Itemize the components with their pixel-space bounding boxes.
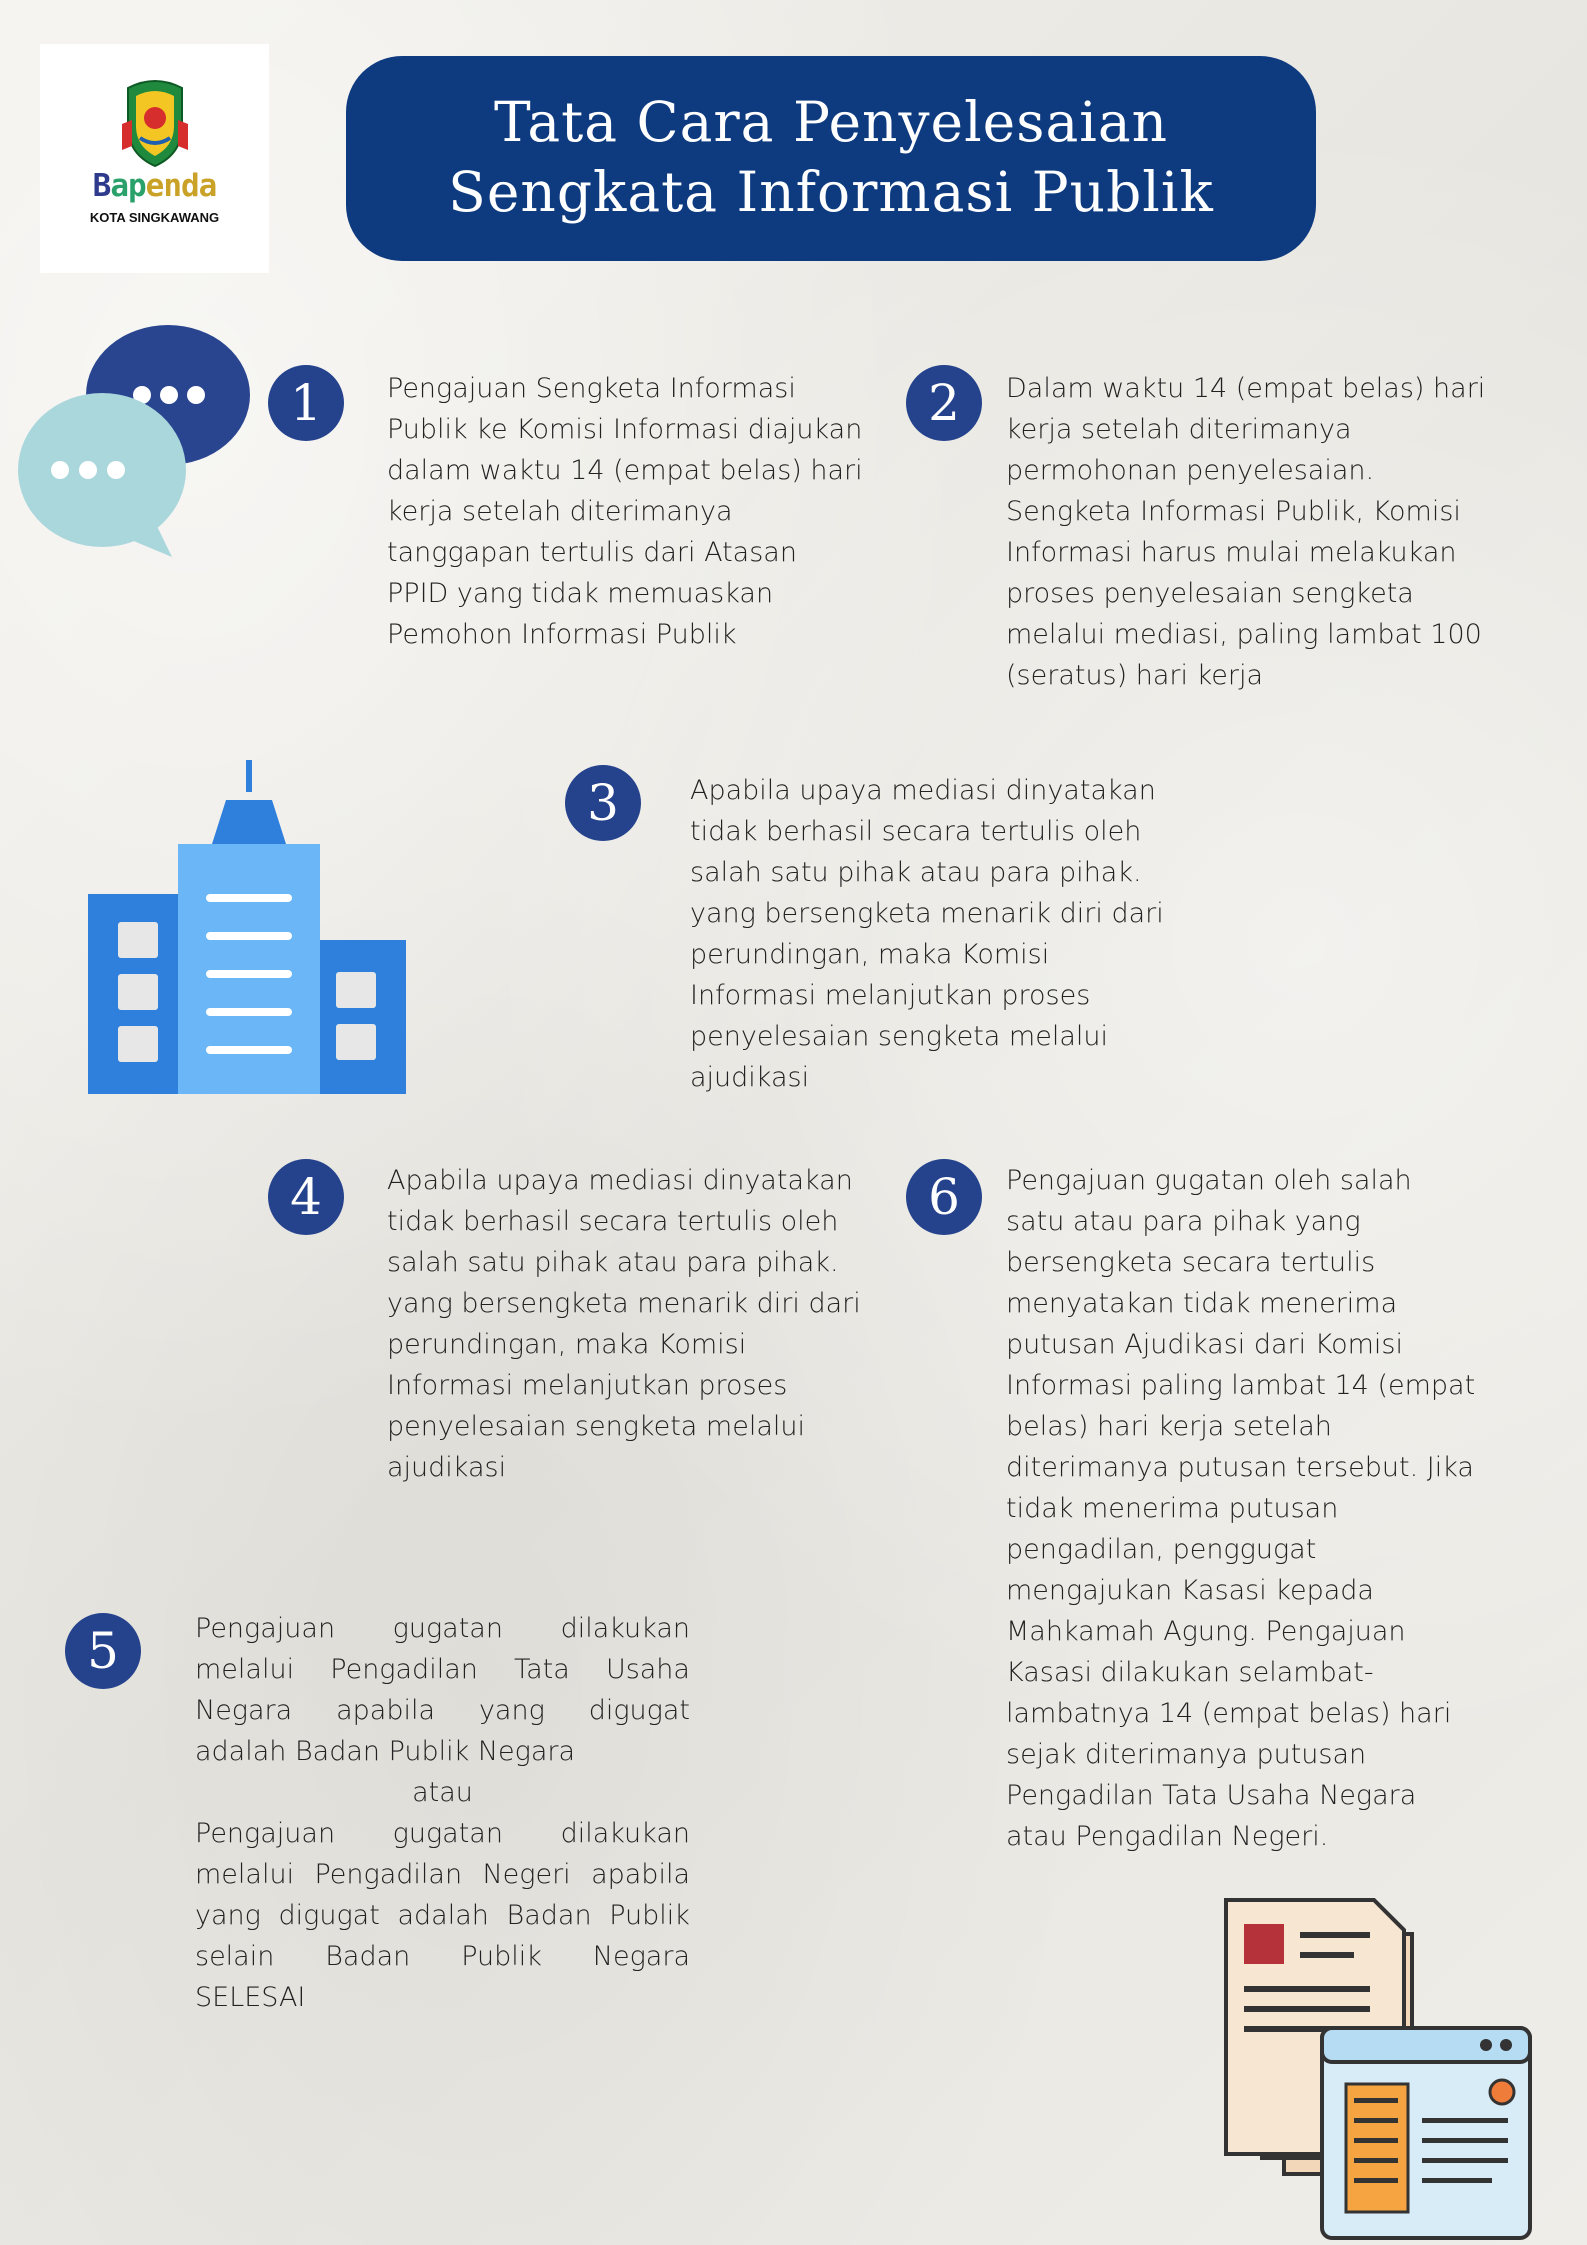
step-number-2: 2 bbox=[906, 365, 982, 441]
building-icon bbox=[88, 760, 408, 1095]
logo-subtitle: KOTA SINGKAWANG bbox=[89, 210, 220, 225]
logo bbox=[40, 44, 269, 273]
step-text-4: Apabila upaya mediasi dinyatakan tidak berhasil secara tertulis oleh salah satu pihak atau para pihak. yang bersengketa menarik diri dari perundingan, maka Komisi Informasi melanjutkan proses penyelesaian sengketa melalui ajudikasi bbox=[387, 1165, 861, 1483]
step-text-2: Dalam waktu 14 (empat belas) hari kerja setelah diterimanya permohonan penyelesaian. Sengketa Informasi Publik, Komisi Informasi harus mulai melakukan proses penyelesaian sengketa melalui mediasi, paling lambat 100 (seratus) hari kerja bbox=[1006, 373, 1486, 691]
step-text-3: Apabila upaya mediasi dinyatakan tidak berhasil secara tertulis oleh salah satu pihak atau para pihak. yang bersengketa menarik diri dari perundingan, maka Komisi Informasi melanjutkan proses penyelesaian sengketa melalui ajudikasi bbox=[690, 775, 1164, 1093]
documents-icon bbox=[1224, 1898, 1534, 2243]
step-text-5: Pengajuan gugatan dilakukan melalui Pengadilan Tata Usaha Negara apabila yang digugat adalah Badan Publik Negara atau Pengajuan gugatan dilakukan melalui Pengadilan Negeri apabila yang digugat adalah Badan Publik selain Badan Publik Negara SELESAI bbox=[195, 1608, 690, 2018]
logo-name: Bapenda bbox=[92, 168, 217, 204]
step-number-4: 4 bbox=[268, 1159, 344, 1235]
step-number-1: 1 bbox=[268, 365, 344, 441]
emblem-icon bbox=[118, 76, 192, 168]
step-number-5: 5 bbox=[65, 1613, 141, 1689]
chat-bubbles-icon bbox=[14, 325, 264, 560]
page-title-line2: Sengkata Informasi Publik bbox=[448, 160, 1214, 224]
step-text-1: Pengajuan Sengketa Informasi Publik ke Komisi Informasi diajukan dalam waktu 14 (empat belas) hari kerja setelah diterimanya tanggapan tertulis dari Atasan PPID yang tidak memuaskan Pemohon Informasi Publik bbox=[387, 373, 863, 650]
page-title-line1: Tata Cara Penyelesaian bbox=[493, 90, 1169, 154]
step-text-6: Pengajuan gugatan oleh salah satu atau para pihak yang bersengketa secara tertulis menyatakan tidak menerima putusan Ajudikasi dari Komisi Informasi paling lambat 14 (empat belas) hari kerja setelah diterimanya putusan tersebut. Jika tidak menerima putusan pengadilan, penggugat mengajukan Kasasi kepada Mahkamah Agung. Pengajuan Kasasi dilakukan selambat- lambatnya 14 (empat belas) hari sejak diterimanya putusan Pengadilan Tata Usaha Negara atau Pengadilan Negeri. bbox=[1006, 1165, 1476, 1852]
step-number-6: 6 bbox=[906, 1159, 982, 1235]
step-number-3: 3 bbox=[565, 765, 641, 841]
title-banner bbox=[346, 56, 1316, 261]
step5-line: Pengajuan gugatan dilakukan bbox=[195, 1613, 690, 1644]
